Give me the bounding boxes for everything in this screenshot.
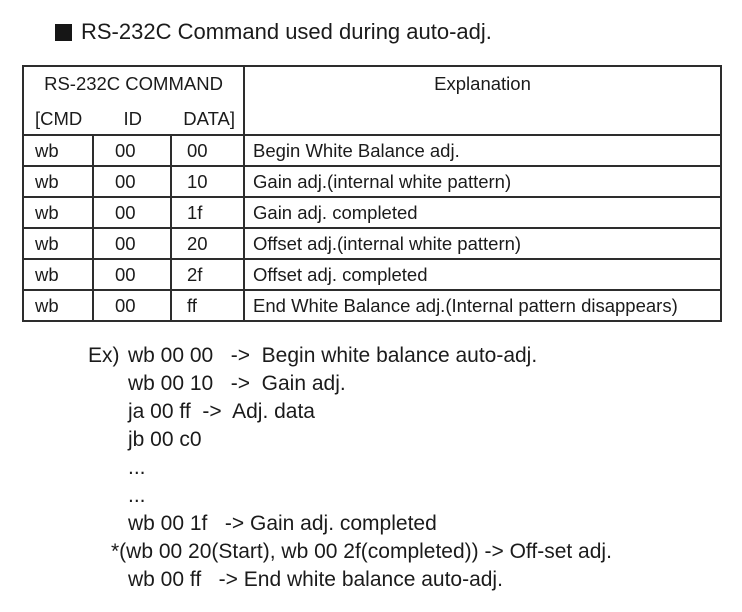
table-row [23,290,721,321]
example-line: ... [128,456,146,479]
example-line: wb 00 1f -> Gain adj. completed [128,512,437,535]
data-cell: 2f [171,259,244,290]
example-block [0,342,742,594]
example-note-line: *(wb 00 20(Start), wb 00 2f(completed)) -> Off-set adj. [111,540,612,563]
id-column-header: ID [123,108,143,129]
id-cell: 00 [93,290,171,321]
data-cell: 20 [171,228,244,259]
example-line: wb 00 10 -> Gain adj. [128,372,346,395]
explanation-cell: Gain adj.(internal white pattern) [244,166,721,197]
table-row [23,166,721,197]
explanation-cell: Offset adj. completed [244,259,721,290]
data-cell: 1f [171,197,244,228]
explanation-cell: Offset adj.(internal white pattern) [244,228,721,259]
example-label: Ex) [88,344,120,367]
table-row [23,135,721,166]
example-line: wb 00 00 -> Begin white balance auto-adj. [128,344,538,367]
cmd-cell: wb [23,197,93,228]
rs232c-command-table [22,65,722,322]
section-title [55,17,492,47]
example-line: jb 00 c0 [128,428,202,451]
id-cell: 00 [93,259,171,290]
data-cell: ff [171,290,244,321]
table-header-row [23,66,721,135]
data-cell: 00 [171,135,244,166]
example-line: ja 00 ff -> Adj. data [128,400,315,423]
cmd-column-header: [CMD [35,108,83,129]
id-cell: 00 [93,166,171,197]
explanation-cell: End White Balance adj.(Internal pattern disappears) [244,290,721,321]
section-title-text: RS-232C Command used during auto-adj. [81,19,492,44]
explanation-column-header: Explanation [244,66,721,135]
table-row [23,228,721,259]
command-header-cell [23,66,244,135]
example-line: ... [128,484,146,507]
table-row [23,259,721,290]
table-row [23,197,721,228]
id-cell: 00 [93,228,171,259]
cmd-cell: wb [23,290,93,321]
cmd-cell: wb [23,135,93,166]
cmd-cell: wb [23,259,93,290]
example-line: wb 00 ff -> End white balance auto-adj. [128,568,503,591]
cmd-cell: wb [23,166,93,197]
id-cell: 00 [93,135,171,166]
data-column-header: DATA] [183,108,236,129]
command-subheader [24,108,243,130]
explanation-cell: Gain adj. completed [244,197,721,228]
black-square-bullet-icon [55,24,72,41]
id-cell: 00 [93,197,171,228]
data-cell: 10 [171,166,244,197]
explanation-cell: Begin White Balance adj. [244,135,721,166]
cmd-cell: wb [23,228,93,259]
command-group-header: RS-232C COMMAND [44,73,223,94]
